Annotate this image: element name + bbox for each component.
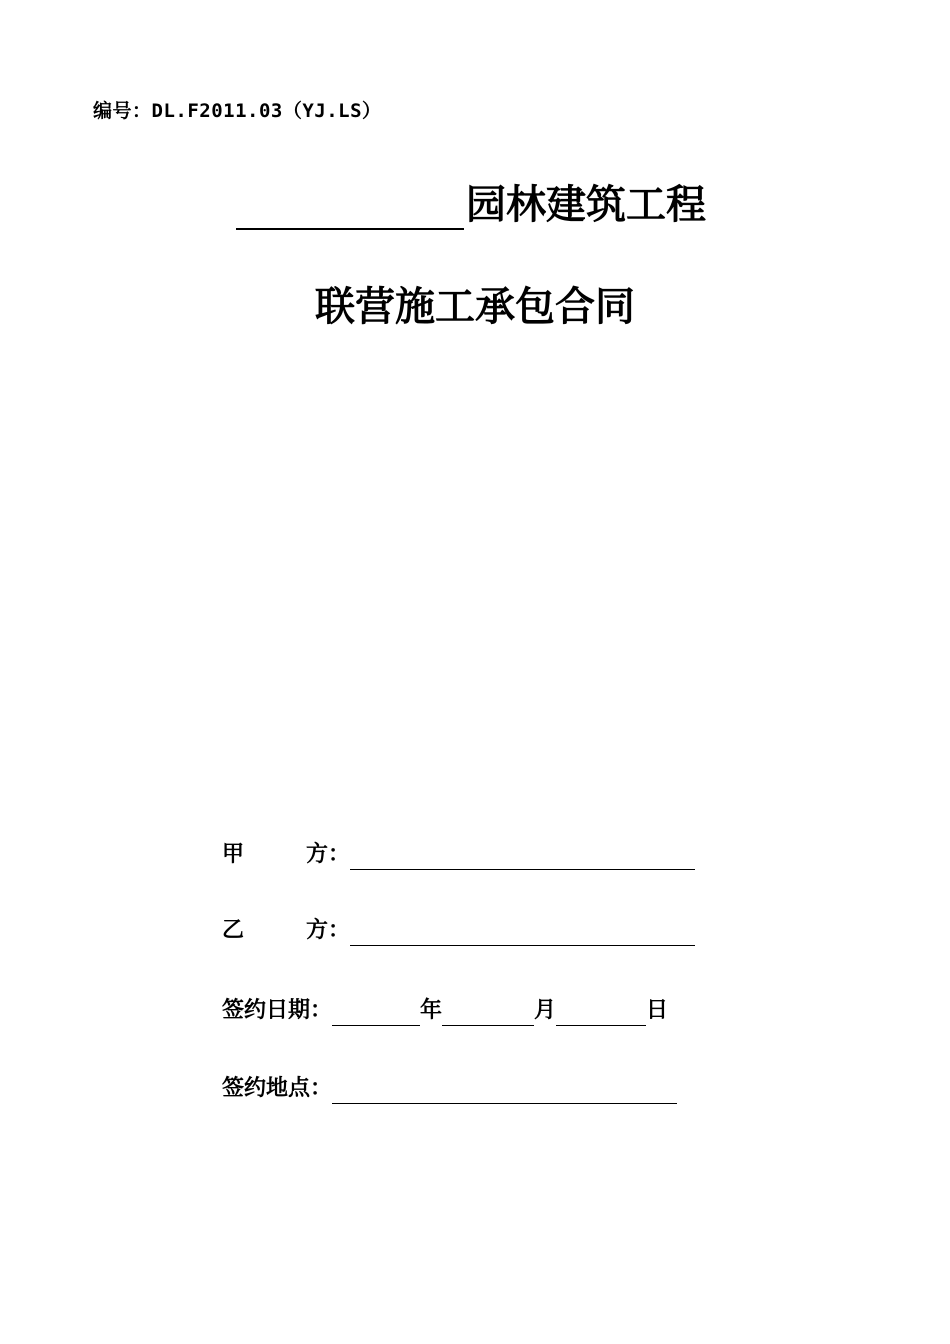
party-a-label-char1: 甲 xyxy=(222,842,245,867)
party-a-field xyxy=(222,836,695,870)
party-b-blank[interactable] xyxy=(350,917,695,946)
party-a-label-char2: 方： xyxy=(305,842,350,867)
party-b-field xyxy=(222,912,695,946)
party-a-label xyxy=(222,840,350,870)
party-b-label xyxy=(222,916,350,946)
day-blank[interactable] xyxy=(556,997,646,1026)
document-code: 编号：DL.F2011.03（YJ.LS） xyxy=(93,100,382,122)
day-label: 日 xyxy=(646,998,669,1023)
party-b-label-char2: 方： xyxy=(305,918,350,943)
party-a-blank[interactable] xyxy=(350,841,695,870)
month-label: 月 xyxy=(534,998,557,1023)
sign-date-label: 签约日期： xyxy=(222,998,333,1023)
party-b-label-char1: 乙 xyxy=(222,918,245,943)
title-text-1: 园林建筑工程 xyxy=(466,181,706,228)
year-blank[interactable] xyxy=(332,997,420,1026)
sign-date-field xyxy=(222,992,668,1026)
year-label: 年 xyxy=(420,998,443,1023)
sign-place-label: 签约地点： xyxy=(222,1076,333,1101)
sign-place-field xyxy=(222,1070,677,1104)
sign-place-blank[interactable] xyxy=(332,1075,677,1104)
title-line-1 xyxy=(236,180,706,230)
month-blank[interactable] xyxy=(442,997,534,1026)
title-line-2: 联营施工承包合同 xyxy=(315,283,635,330)
project-name-blank[interactable] xyxy=(236,184,464,230)
